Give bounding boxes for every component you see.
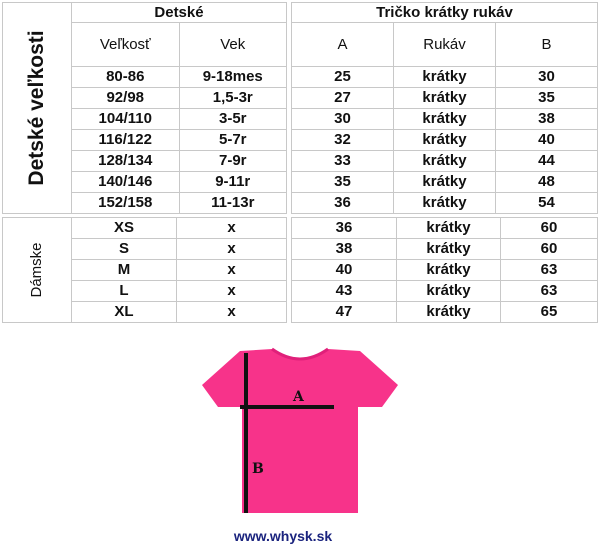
kids-shirt-table: [291, 2, 598, 214]
measure-label-b: B: [252, 461, 264, 477]
sleeve-cell: krátky: [394, 172, 496, 193]
size-cell: 128/134: [72, 151, 180, 172]
col-b-header: B: [496, 23, 598, 67]
b-cell: 63: [501, 260, 598, 281]
kids-side-label: Detské veľkosti: [25, 30, 48, 186]
size-cell: XL: [72, 302, 177, 323]
a-cell: 33: [292, 151, 394, 172]
women-size-table: [2, 217, 287, 323]
sleeve-cell: krátky: [394, 130, 496, 151]
a-cell: 27: [292, 88, 394, 109]
table-row: [3, 218, 287, 239]
a-cell: 40: [292, 260, 397, 281]
size-cell: 104/110: [72, 109, 180, 130]
b-cell: 60: [501, 218, 598, 239]
sleeve-cell: krátky: [394, 193, 496, 214]
women-side-label: Dámske: [28, 242, 45, 298]
b-cell: 30: [496, 67, 598, 88]
table-row: [292, 130, 598, 151]
col-a-header: A: [292, 23, 394, 67]
age-cell: 5-7r: [179, 130, 287, 151]
kids-left-title: Detské: [72, 3, 287, 23]
sleeve-cell: krátky: [397, 239, 501, 260]
b-cell: 40: [496, 130, 598, 151]
b-cell: 63: [501, 281, 598, 302]
size-cell: L: [72, 281, 177, 302]
a-cell: 30: [292, 109, 394, 130]
a-cell: 36: [292, 193, 394, 214]
sleeve-cell: krátky: [394, 67, 496, 88]
size-cell: 116/122: [72, 130, 180, 151]
age-cell: 3-5r: [179, 109, 287, 130]
age-cell: 9-18mes: [179, 67, 287, 88]
b-cell: 38: [496, 109, 598, 130]
tshirt-shape: [202, 349, 398, 513]
b-cell: 54: [496, 193, 598, 214]
b-cell: 48: [496, 172, 598, 193]
age-cell: 7-9r: [179, 151, 287, 172]
women-shirt-table: [291, 217, 598, 323]
table-row: [292, 88, 598, 109]
age-cell: x: [177, 239, 287, 260]
sleeve-cell: krátky: [397, 260, 501, 281]
table-row: [292, 302, 598, 323]
sleeve-cell: krátky: [394, 151, 496, 172]
a-cell: 32: [292, 130, 394, 151]
kids-side-label-cell: [3, 3, 72, 214]
size-cell: XS: [72, 218, 177, 239]
table-row: [292, 109, 598, 130]
table-row: [292, 260, 598, 281]
a-cell: 25: [292, 67, 394, 88]
b-cell: 35: [496, 88, 598, 109]
age-cell: x: [177, 281, 287, 302]
table-row: [292, 239, 598, 260]
col-sleeve-header: Rukáv: [394, 23, 496, 67]
kids-size-table: [2, 2, 287, 214]
size-cell: 80-86: [72, 67, 180, 88]
table-row: [292, 151, 598, 172]
size-cell: S: [72, 239, 177, 260]
sleeve-cell: krátky: [397, 218, 501, 239]
table-row: [292, 193, 598, 214]
size-cell: 140/146: [72, 172, 180, 193]
sleeve-cell: krátky: [397, 281, 501, 302]
sleeve-cell: krátky: [394, 109, 496, 130]
b-cell: 65: [501, 302, 598, 323]
age-cell: 1,5-3r: [179, 88, 287, 109]
size-cell: 152/158: [72, 193, 180, 214]
a-cell: 43: [292, 281, 397, 302]
table-row: [292, 67, 598, 88]
tshirt-diagram: [200, 345, 400, 515]
age-cell: 9-11r: [179, 172, 287, 193]
size-cell: 92/98: [72, 88, 180, 109]
kids-right-title: Tričko krátky rukáv: [292, 3, 598, 23]
a-cell: 35: [292, 172, 394, 193]
b-cell: 60: [501, 239, 598, 260]
sleeve-cell: krátky: [394, 88, 496, 109]
age-cell: x: [177, 218, 287, 239]
table-row: [292, 281, 598, 302]
a-cell: 38: [292, 239, 397, 260]
a-cell: 47: [292, 302, 397, 323]
website-url: www.whysk.sk: [233, 528, 333, 544]
a-cell: 36: [292, 218, 397, 239]
age-cell: x: [177, 302, 287, 323]
table-row: [292, 172, 598, 193]
women-side-label-cell: [3, 218, 72, 323]
col-age-header: Vek: [179, 23, 287, 67]
age-cell: x: [177, 260, 287, 281]
table-row: [292, 218, 598, 239]
age-cell: 11-13r: [179, 193, 287, 214]
sleeve-cell: krátky: [397, 302, 501, 323]
col-size-header: Veľkosť: [72, 23, 180, 67]
b-cell: 44: [496, 151, 598, 172]
size-cell: M: [72, 260, 177, 281]
measure-label-a: A: [293, 389, 304, 405]
